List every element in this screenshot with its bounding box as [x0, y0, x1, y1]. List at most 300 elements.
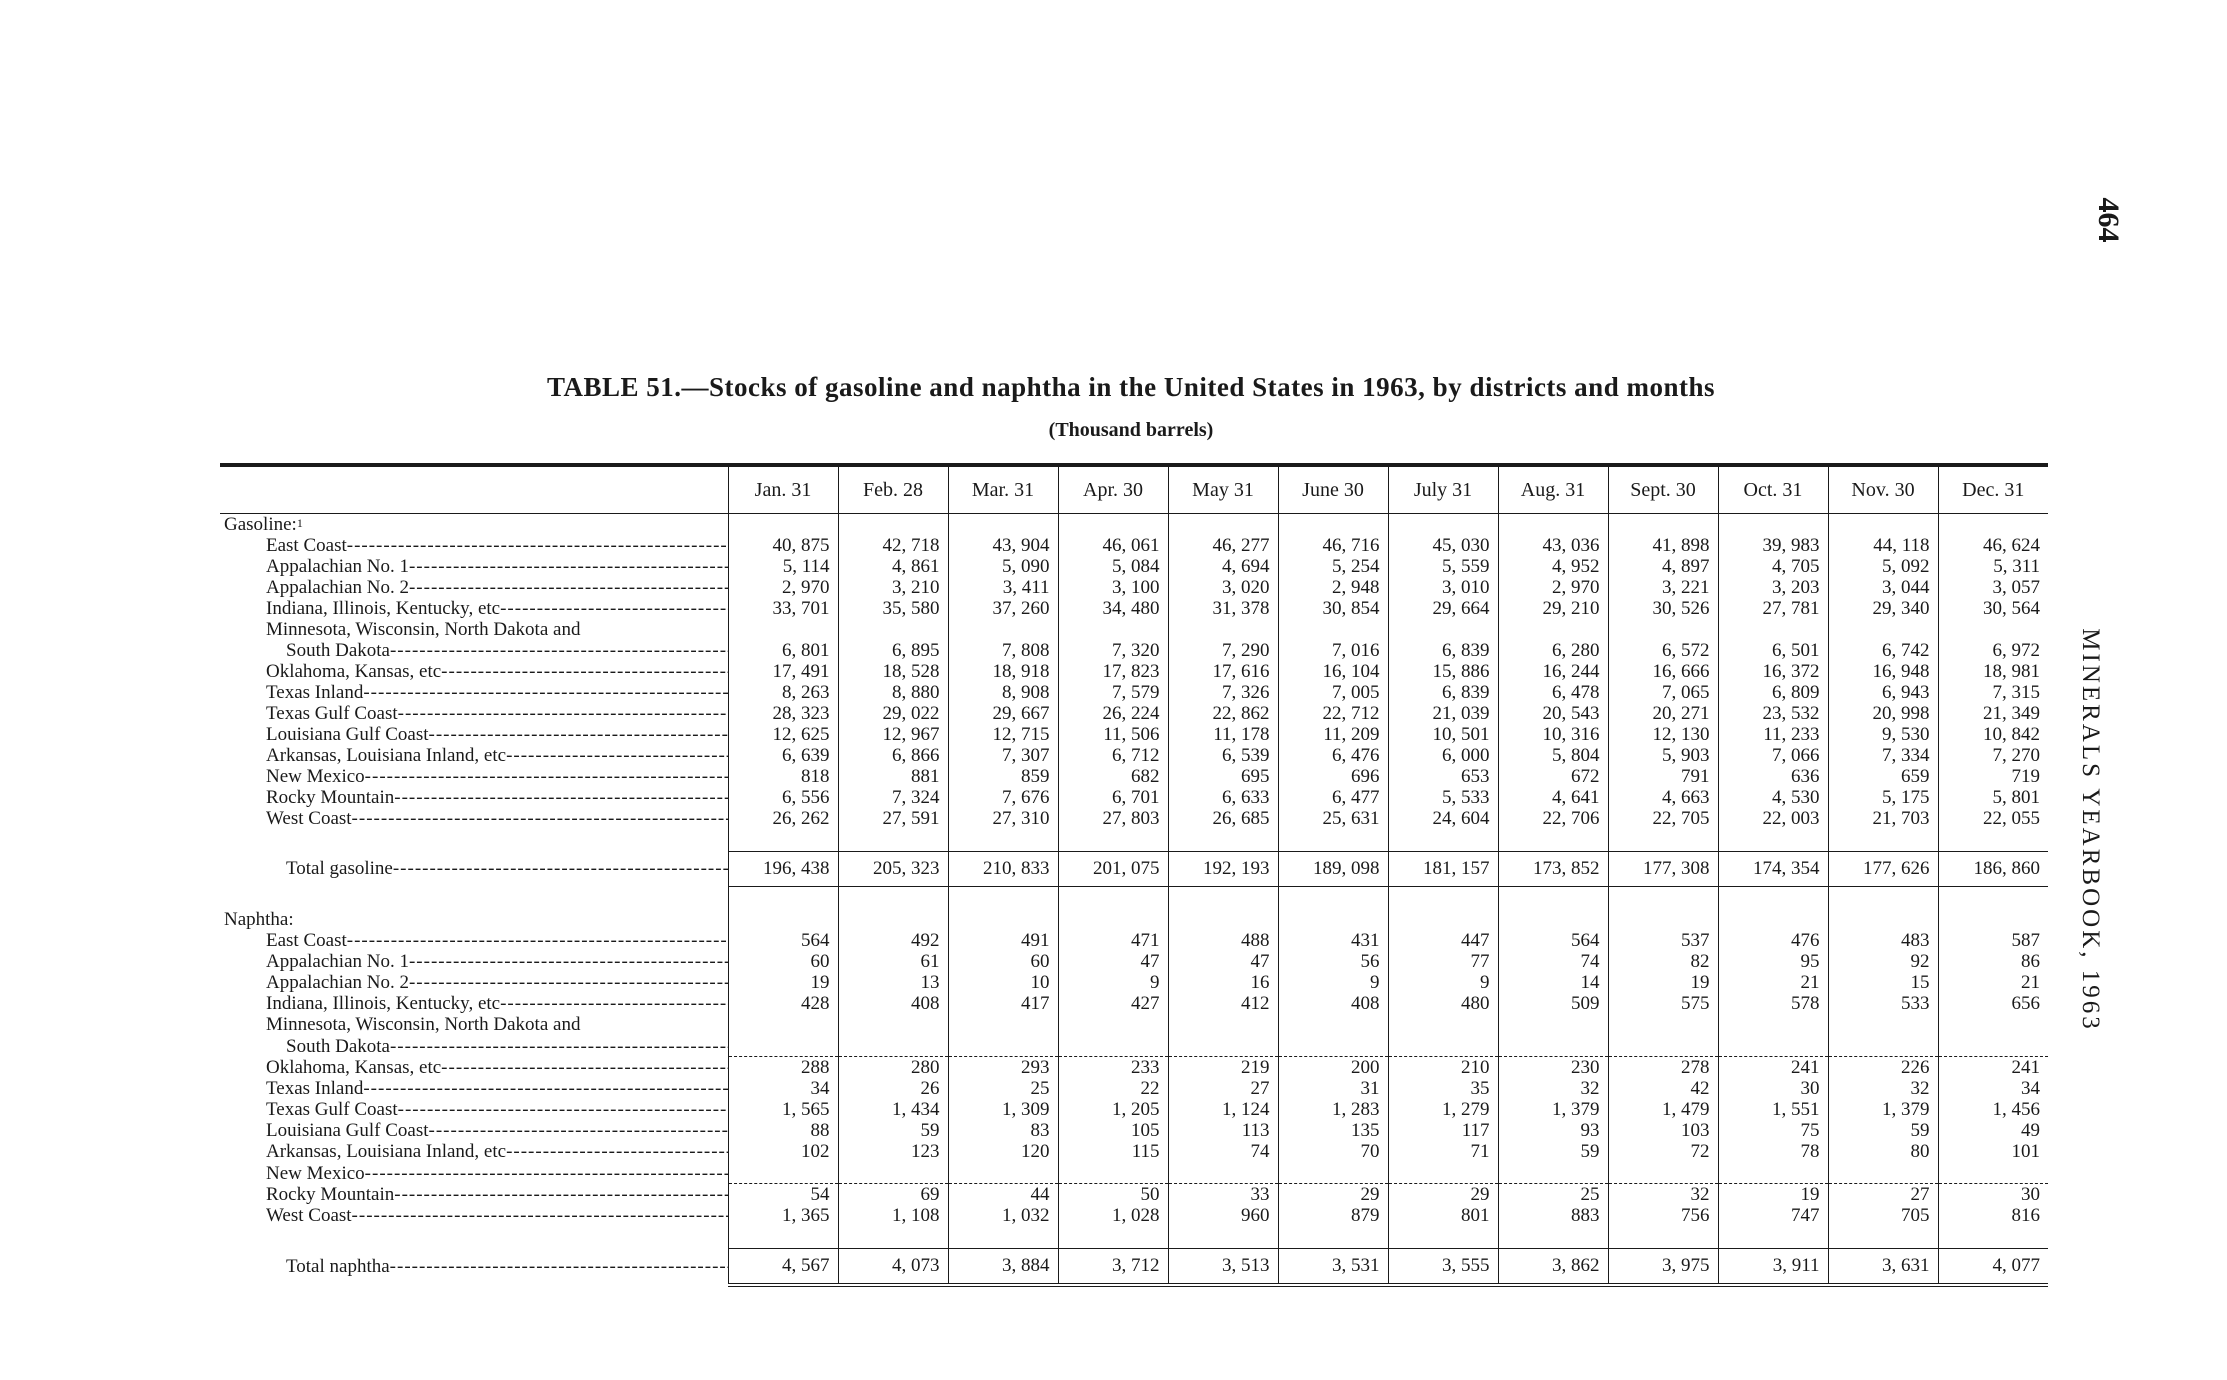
table-cell: 103	[1608, 1120, 1718, 1141]
table-cell: 879	[1278, 1205, 1388, 1226]
table-cell: 881	[838, 766, 948, 787]
row-label	[266, 536, 728, 556]
table-cell: 491	[948, 930, 1058, 951]
table-cell: 1, 434	[838, 1099, 948, 1120]
table-cell: 43, 036	[1498, 535, 1608, 556]
table-cell: 177, 626	[1828, 852, 1938, 887]
table-cell	[1168, 1162, 1278, 1184]
table-cell: 3, 631	[1828, 1249, 1938, 1286]
table-cell: 11, 233	[1718, 724, 1828, 745]
table-cell: 33, 701	[728, 598, 838, 619]
table-cell: 3, 221	[1608, 577, 1718, 598]
table-cell: 293	[948, 1057, 1058, 1079]
column-header: Mar. 31	[948, 467, 1058, 514]
table-cell: 21	[1938, 972, 2048, 993]
table-cell: 9	[1388, 972, 1498, 993]
table-cell: 22, 862	[1168, 703, 1278, 724]
table-cell: 12, 715	[948, 724, 1058, 745]
table-cell: 12, 967	[838, 724, 948, 745]
row-label	[266, 620, 728, 640]
table-cell	[1608, 829, 1718, 852]
data-table	[220, 463, 2048, 1287]
table-cell	[1718, 1035, 1828, 1057]
table-cell	[1938, 1226, 2048, 1249]
table-cell	[1058, 1014, 1168, 1035]
table-cell: 21	[1718, 972, 1828, 993]
column-header-row	[220, 467, 2048, 514]
table-row	[220, 1205, 2048, 1226]
table-cell	[728, 829, 838, 852]
table-cell: 492	[838, 930, 948, 951]
table-cell: 201, 075	[1058, 852, 1168, 887]
table-cell: 417	[948, 993, 1058, 1014]
footnote-marker: 1	[296, 516, 303, 530]
table-cell: 14	[1498, 972, 1608, 993]
table-row	[220, 1162, 2048, 1184]
table-cell: 101	[1938, 1141, 2048, 1162]
table-cell: 20, 543	[1498, 703, 1608, 724]
table-cell: 120	[948, 1141, 1058, 1162]
table-cell: 102	[728, 1141, 838, 1162]
column-header: Apr. 30	[1058, 467, 1168, 514]
table-cell: 27	[1828, 1184, 1938, 1206]
table-cell: 7, 315	[1938, 682, 2048, 703]
table-row	[220, 619, 2048, 640]
section-heading-row	[220, 514, 2048, 536]
table-cell: 4, 073	[838, 1249, 948, 1286]
table-cell	[1168, 1014, 1278, 1035]
table-cell: 2, 970	[728, 577, 838, 598]
table-cell: 5, 533	[1388, 787, 1498, 808]
table-cell: 82	[1608, 951, 1718, 972]
table-row	[220, 682, 2048, 703]
table-cell: 186, 860	[1938, 852, 2048, 887]
table-cell	[948, 829, 1058, 852]
row-label	[266, 578, 728, 598]
table-cell: 412	[1168, 993, 1278, 1014]
table-cell: 653	[1388, 766, 1498, 787]
table-cell: 10	[948, 972, 1058, 993]
table-cell: 3, 884	[948, 1249, 1058, 1286]
row-label-text: Arkansas, Louisiana Inland, etc	[266, 746, 507, 766]
table-cell: 86	[1938, 951, 2048, 972]
table-cell	[1938, 887, 2048, 910]
table-cell	[1058, 1162, 1168, 1184]
table-cell: 205, 323	[838, 852, 948, 887]
table-cell: 34	[1938, 1078, 2048, 1099]
table-cell	[1938, 909, 2048, 930]
row-label-text: Texas Inland	[266, 683, 364, 703]
table-cell: 1, 279	[1388, 1099, 1498, 1120]
table-cell: 233	[1058, 1057, 1168, 1079]
table-row	[220, 766, 2048, 787]
row-label	[286, 641, 728, 661]
table-cell: 19	[1608, 972, 1718, 993]
column-header: Oct. 31	[1718, 467, 1828, 514]
table-cell: 7, 005	[1278, 682, 1388, 703]
table-cell: 4, 705	[1718, 556, 1828, 577]
table-cell	[838, 514, 948, 536]
row-label-text: Oklahoma, Kansas, etc	[266, 662, 442, 682]
table-cell	[728, 1162, 838, 1184]
column-header: Nov. 30	[1828, 467, 1938, 514]
table-cell	[838, 887, 948, 910]
table-row	[220, 535, 2048, 556]
table-cell: 3, 210	[838, 577, 948, 598]
table-cell	[948, 514, 1058, 536]
table-cell	[1278, 1035, 1388, 1057]
table-cell: 20, 998	[1828, 703, 1938, 724]
table-cell	[1168, 619, 1278, 640]
table-cell	[728, 1035, 838, 1057]
table-cell: 115	[1058, 1141, 1168, 1162]
table-cell: 11, 506	[1058, 724, 1168, 745]
table-cell	[1828, 1162, 1938, 1184]
table-cell: 533	[1828, 993, 1938, 1014]
table-cell: 1, 365	[728, 1205, 838, 1226]
column-header: Feb. 28	[838, 467, 948, 514]
table-cell	[1828, 619, 1938, 640]
table-cell	[1608, 887, 1718, 910]
table-cell: 6, 943	[1828, 682, 1938, 703]
table-cell: 1, 205	[1058, 1099, 1168, 1120]
table-cell: 11, 209	[1278, 724, 1388, 745]
table-cell: 5, 804	[1498, 745, 1608, 766]
table-cell: 5, 175	[1828, 787, 1938, 808]
table-cell: 69	[838, 1184, 948, 1206]
table-cell: 200	[1278, 1057, 1388, 1079]
table-cell	[1278, 1162, 1388, 1184]
table-cell: 34, 480	[1058, 598, 1168, 619]
table-cell: 25	[948, 1078, 1058, 1099]
table-cell: 3, 862	[1498, 1249, 1608, 1286]
table-cell: 95	[1718, 951, 1828, 972]
table-cell: 16, 244	[1498, 661, 1608, 682]
table-cell: 5, 090	[948, 556, 1058, 577]
table-cell: 45, 030	[1388, 535, 1498, 556]
table-cell	[728, 909, 838, 930]
column-header: July 31	[1388, 467, 1498, 514]
table-cell	[1388, 1014, 1498, 1035]
table-cell	[1828, 1014, 1938, 1035]
table-cell: 15	[1828, 972, 1938, 993]
row-label-text: East Coast	[266, 536, 347, 556]
table-cell	[1828, 829, 1938, 852]
table-cell: 32	[1498, 1078, 1608, 1099]
table-cell: 19	[1718, 1184, 1828, 1206]
table-cell: 46, 277	[1168, 535, 1278, 556]
table-cell: 5, 084	[1058, 556, 1168, 577]
table-cell: 60	[728, 951, 838, 972]
table-cell: 3, 911	[1718, 1249, 1828, 1286]
table-cell: 12, 130	[1608, 724, 1718, 745]
table-cell: 226	[1828, 1057, 1938, 1079]
table-cell: 46, 716	[1278, 535, 1388, 556]
table-cell: 3, 010	[1388, 577, 1498, 598]
table-cell: 21, 703	[1828, 808, 1938, 829]
table-cell: 11, 178	[1168, 724, 1278, 745]
row-label	[224, 910, 728, 930]
row-label-text: South Dakota	[286, 1036, 390, 1057]
table-cell	[1498, 829, 1608, 852]
table-cell	[1828, 909, 1938, 930]
table-cell: 7, 324	[838, 787, 948, 808]
table-cell: 1, 565	[728, 1099, 838, 1120]
table-cell: 8, 908	[948, 682, 1058, 703]
table-cell	[1168, 887, 1278, 910]
table-row	[220, 993, 2048, 1014]
table-cell: 113	[1168, 1120, 1278, 1141]
table-cell: 636	[1718, 766, 1828, 787]
table-cell	[1058, 909, 1168, 930]
table-cell: 883	[1498, 1205, 1608, 1226]
table-cell: 32	[1608, 1184, 1718, 1206]
row-label	[266, 1079, 728, 1099]
table-cell: 27, 803	[1058, 808, 1168, 829]
row-label-text: Gasoline:	[224, 515, 297, 535]
table-cell: 480	[1388, 993, 1498, 1014]
column-header: Sept. 30	[1608, 467, 1718, 514]
table-cell: 5, 114	[728, 556, 838, 577]
table-cell: 77	[1388, 951, 1498, 972]
table-cell: 1, 456	[1938, 1099, 2048, 1120]
table-cell: 30	[1718, 1078, 1828, 1099]
row-label-text: Total gasoline	[286, 859, 393, 879]
table-cell: 5, 801	[1938, 787, 2048, 808]
table-cell: 16, 104	[1278, 661, 1388, 682]
table-cell: 210	[1388, 1057, 1498, 1079]
table-cell	[948, 909, 1058, 930]
table-cell: 278	[1608, 1057, 1718, 1079]
table-cell: 54	[728, 1184, 838, 1206]
table-cell: 80	[1828, 1141, 1938, 1162]
table-cell	[1498, 887, 1608, 910]
table-cell	[1608, 1226, 1718, 1249]
table-cell: 6, 701	[1058, 787, 1168, 808]
table-cell: 428	[728, 993, 838, 1014]
table-cell: 40, 875	[728, 535, 838, 556]
table-cell: 747	[1718, 1205, 1828, 1226]
table-cell: 656	[1938, 993, 2048, 1014]
table-row	[220, 951, 2048, 972]
table-cell: 408	[838, 993, 948, 1014]
table-cell: 6, 572	[1608, 640, 1718, 661]
table-cell: 10, 842	[1938, 724, 2048, 745]
row-label	[286, 859, 728, 879]
table-cell: 17, 823	[1058, 661, 1168, 682]
table-cell: 3, 555	[1388, 1249, 1498, 1286]
row-label	[266, 704, 728, 724]
table-cell: 93	[1498, 1120, 1608, 1141]
row-label	[266, 1185, 728, 1205]
row-label	[266, 662, 728, 682]
row-label-text: Oklahoma, Kansas, etc	[266, 1058, 442, 1078]
table-row	[220, 787, 2048, 808]
table-cell: 7, 676	[948, 787, 1058, 808]
table-cell: 22, 705	[1608, 808, 1718, 829]
table-cell: 5, 559	[1388, 556, 1498, 577]
table-cell: 4, 663	[1608, 787, 1718, 808]
stub-header	[220, 467, 728, 514]
table-cell: 117	[1388, 1120, 1498, 1141]
row-label-text: Appalachian No. 1	[266, 557, 409, 577]
table-cell: 22, 003	[1718, 808, 1828, 829]
table-cell: 3, 712	[1058, 1249, 1168, 1286]
table-cell: 5, 311	[1938, 556, 2048, 577]
table-cell	[948, 619, 1058, 640]
table-cell: 427	[1058, 993, 1168, 1014]
table-cell	[1388, 1162, 1498, 1184]
table-cell: 59	[1828, 1120, 1938, 1141]
table-cell	[1718, 619, 1828, 640]
table-cell: 1, 309	[948, 1099, 1058, 1120]
table-cell: 476	[1718, 930, 1828, 951]
table-cell: 22	[1058, 1078, 1168, 1099]
table-cell: 6, 895	[838, 640, 948, 661]
table-cell	[1718, 1226, 1828, 1249]
table-cell: 241	[1718, 1057, 1828, 1079]
row-label-text: West Coast	[266, 1206, 352, 1226]
table-cell: 44, 118	[1828, 535, 1938, 556]
table-cell	[1058, 829, 1168, 852]
total-row	[220, 852, 2048, 887]
table-row	[220, 1099, 2048, 1120]
table-cell: 575	[1608, 993, 1718, 1014]
table-row	[220, 640, 2048, 661]
table-cell	[1278, 829, 1388, 852]
table-cell: 189, 098	[1278, 852, 1388, 887]
table-cell	[1058, 887, 1168, 910]
stocks-table	[220, 463, 2040, 1295]
table-cell	[1608, 909, 1718, 930]
table-cell	[1938, 619, 2048, 640]
table-cell	[838, 829, 948, 852]
table-cell	[1278, 887, 1388, 910]
table-cell: 6, 866	[838, 745, 948, 766]
table-cell: 41, 898	[1608, 535, 1718, 556]
table-cell: 3, 044	[1828, 577, 1938, 598]
table-cell: 483	[1828, 930, 1938, 951]
table-cell: 3, 513	[1168, 1249, 1278, 1286]
column-header: June 30	[1278, 467, 1388, 514]
row-label-text: Rocky Mountain	[266, 788, 395, 808]
table-cell: 16, 666	[1608, 661, 1718, 682]
table-cell: 22, 706	[1498, 808, 1608, 829]
table-cell: 32	[1828, 1078, 1938, 1099]
table-cell: 46, 624	[1938, 535, 2048, 556]
table-row	[220, 1014, 2048, 1035]
table-cell: 173, 852	[1498, 852, 1608, 887]
row-label	[266, 1142, 728, 1162]
table-cell: 7, 808	[948, 640, 1058, 661]
row-label	[286, 1257, 728, 1277]
table-cell: 27, 310	[948, 808, 1058, 829]
table-cell	[1498, 514, 1608, 536]
table-cell: 1, 379	[1498, 1099, 1608, 1120]
table-cell	[1388, 1035, 1498, 1057]
page-number: 464	[2092, 197, 2125, 243]
table-cell	[838, 1014, 948, 1035]
table-cell	[1828, 1226, 1938, 1249]
table-cell: 6, 476	[1278, 745, 1388, 766]
table-cell: 78	[1718, 1141, 1828, 1162]
table-cell: 18, 981	[1938, 661, 2048, 682]
table-cell	[838, 1162, 948, 1184]
table-cell: 1, 108	[838, 1205, 948, 1226]
spacer-row	[220, 1226, 2048, 1249]
table-cell: 44	[948, 1184, 1058, 1206]
table-cell: 6, 712	[1058, 745, 1168, 766]
table-cell: 4, 694	[1168, 556, 1278, 577]
table-cell: 7, 016	[1278, 640, 1388, 661]
table-cell: 6, 839	[1388, 682, 1498, 703]
table-cell	[728, 514, 838, 536]
table-cell	[1168, 1035, 1278, 1057]
table-cell: 3, 057	[1938, 577, 2048, 598]
table-cell	[1828, 514, 1938, 536]
table-cell: 22, 712	[1278, 703, 1388, 724]
table-cell: 578	[1718, 993, 1828, 1014]
spacer-row	[220, 887, 2048, 910]
table-cell: 56	[1278, 951, 1388, 972]
table-cell: 47	[1058, 951, 1168, 972]
table-cell: 181, 157	[1388, 852, 1498, 887]
table-cell: 1, 379	[1828, 1099, 1938, 1120]
row-label-text: Appalachian No. 2	[266, 578, 409, 598]
table-cell: 30, 854	[1278, 598, 1388, 619]
table-cell	[1278, 514, 1388, 536]
table-cell	[1058, 619, 1168, 640]
table-cell	[1168, 829, 1278, 852]
table-cell: 6, 280	[1498, 640, 1608, 661]
table-cell	[1388, 514, 1498, 536]
table-cell: 801	[1388, 1205, 1498, 1226]
table-cell	[1058, 1035, 1168, 1057]
table-cell: 705	[1828, 1205, 1938, 1226]
table-row	[220, 1184, 2048, 1206]
table-row	[220, 556, 2048, 577]
row-label	[286, 1037, 728, 1057]
table-cell: 135	[1278, 1120, 1388, 1141]
table-cell	[1498, 1226, 1608, 1249]
table-cell: 16	[1168, 972, 1278, 993]
table-cell: 15, 886	[1388, 661, 1498, 682]
table-cell: 42	[1608, 1078, 1718, 1099]
table-cell	[1718, 909, 1828, 930]
table-cell	[1388, 887, 1498, 910]
table-cell: 83	[948, 1120, 1058, 1141]
table-cell: 30	[1938, 1184, 2048, 1206]
table-cell: 70	[1278, 1141, 1388, 1162]
table-cell	[1718, 1014, 1828, 1035]
table-cell: 7, 307	[948, 745, 1058, 766]
table-cell: 6, 633	[1168, 787, 1278, 808]
table-cell: 6, 477	[1278, 787, 1388, 808]
table-cell: 74	[1498, 951, 1608, 972]
table-cell: 21, 349	[1938, 703, 2048, 724]
table-cell	[728, 1226, 838, 1249]
table-cell: 564	[728, 930, 838, 951]
table-cell: 3, 531	[1278, 1249, 1388, 1286]
row-label-text: Texas Inland	[266, 1079, 364, 1099]
table-cell: 24, 604	[1388, 808, 1498, 829]
table-cell	[1718, 514, 1828, 536]
column-header: Aug. 31	[1498, 467, 1608, 514]
total-row	[220, 1249, 2048, 1286]
table-cell: 4, 861	[838, 556, 948, 577]
table-cell: 4, 641	[1498, 787, 1608, 808]
table-cell: 3, 203	[1718, 577, 1828, 598]
